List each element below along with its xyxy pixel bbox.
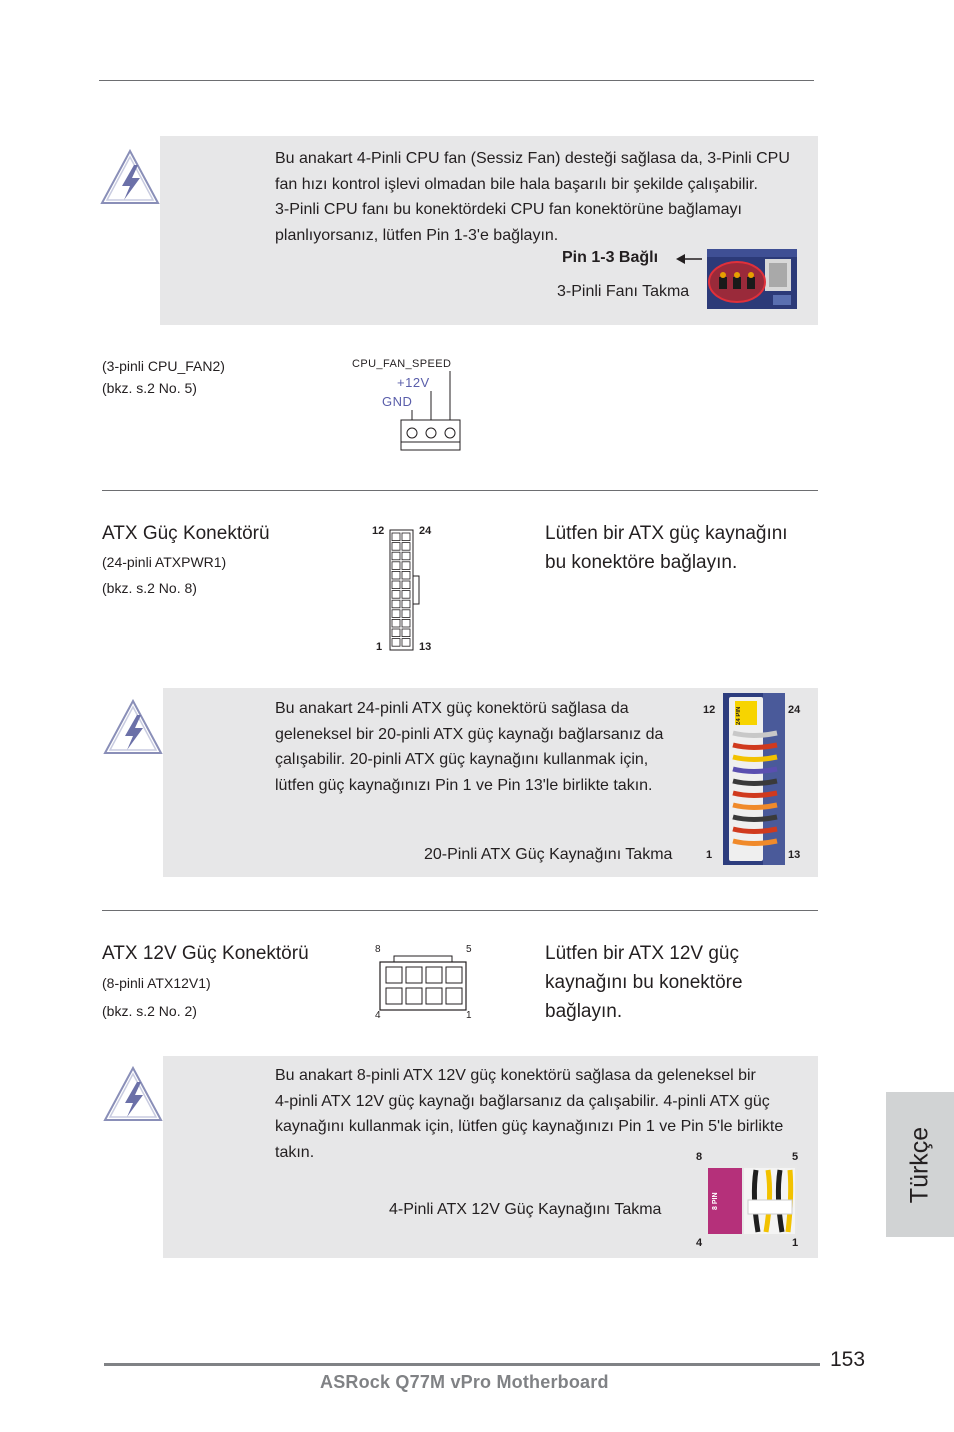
- fan-connector-photo: [707, 249, 797, 309]
- pin-number: 1: [792, 1237, 799, 1249]
- warning-line: Bu anakart 24-pinli ATX güç konektörü sağlasa da: [275, 700, 629, 717]
- cpu-fan2-name: (3-pinli CPU_FAN2): [102, 358, 225, 374]
- cpu-fan-speed-label: CPU_FAN_SPEED: [352, 358, 452, 370]
- warning-line: geleneksel bir 20-pinli ATX güç kaynağı bağlarsanız da: [275, 725, 664, 743]
- plus-12v-label: +12V: [397, 375, 430, 390]
- pin-number: 4: [696, 1237, 703, 1249]
- warning-line: takın.: [275, 1143, 315, 1161]
- warning-line: 3-Pinli CPU fanı bu konektördeki CPU fan konektörüne bağlamayı: [275, 201, 742, 218]
- description-line: bu konektöre bağlayın.: [545, 552, 738, 573]
- pin-number: 5: [466, 944, 472, 955]
- fan-caption: 3-Pinli Fanı Takma: [557, 283, 690, 300]
- warning-line: Bu anakart 4-Pinli CPU fan (Sessiz Fan) desteği sağlasa da, 3-Pinli CPU: [275, 150, 790, 167]
- pin-number: 12: [703, 704, 716, 716]
- atx12v-subtitle: (8-pinli ATX12V1): [102, 975, 211, 991]
- pin-number: 1: [466, 1010, 472, 1021]
- pin-number: 5: [792, 1151, 799, 1163]
- language-tab[interactable]: [886, 1092, 954, 1237]
- atx12v-warning-text: [275, 1063, 815, 1165]
- atx12v-title: ATX 12V Güç Konektörü: [102, 943, 309, 964]
- section-rule: [102, 490, 818, 491]
- pin-number: 4: [375, 1010, 381, 1021]
- atx-power-ref: (bkz. s.2 No. 8): [102, 580, 197, 596]
- pin-number: 8: [375, 944, 381, 955]
- arrow-left-icon: [674, 252, 704, 266]
- cpu-fan-warning-text: [275, 146, 820, 248]
- warning-line: 4-pinli ATX 12V güç kaynağı bağlarsanız da çalışabilir. 4-pinli ATX güç: [275, 1092, 770, 1110]
- pin-number: 13: [788, 849, 801, 861]
- warning-icon: [103, 1065, 163, 1123]
- warning-icon: [103, 698, 163, 756]
- pin-number: 8: [696, 1151, 703, 1163]
- description-line: Lütfen bir ATX 12V güç: [545, 943, 739, 964]
- atx12v-ref: (bkz. s.2 No. 2): [102, 1003, 197, 1019]
- atx-24pin-warning-text: [275, 696, 695, 798]
- pin-number: 1: [376, 641, 383, 653]
- page-number: 153: [830, 1348, 866, 1371]
- photo-24pin-label: 24 PIN: [736, 706, 742, 726]
- warning-icon: [100, 148, 160, 206]
- warning-line: kaynağını kullanmak için, lütfen güç kaynağınızı Pin 1 ve Pin 5'le birlikte: [275, 1118, 784, 1135]
- atx12v-description: [545, 939, 743, 1026]
- description-line: Lütfen bir ATX güç kaynağını: [545, 523, 788, 544]
- atx-20pin-caption: 20-Pinli ATX Güç Kaynağını Takma: [424, 846, 673, 863]
- description-line: bağlayın.: [545, 1001, 623, 1022]
- atx-power-description: [545, 519, 788, 577]
- cpu-fan2-ref: (bkz. s.2 No. 5): [102, 380, 197, 396]
- atx12v-4pin-caption: 4-Pinli ATX 12V Güç Kaynağını Takma: [389, 1201, 662, 1218]
- footer-title: ASRock Q77M vPro Motherboard: [320, 1372, 609, 1392]
- pin-1-3-label: Pin 1-3 Bağlı: [562, 249, 659, 266]
- pin-number: 13: [419, 641, 432, 653]
- section-rule: [102, 910, 818, 911]
- pin-number: 1: [706, 849, 713, 861]
- warning-line: lütfen güç kaynağınızı Pin 1 ve Pin 13'le birlikte takın.: [275, 776, 653, 794]
- language-tab-label: Türkçe: [905, 1126, 934, 1203]
- footer-rule: [104, 1363, 820, 1366]
- photo-8pin-label: 8 PIN: [712, 1192, 719, 1210]
- description-line: kaynağını bu konektöre: [545, 972, 743, 993]
- atx-24pin-diagram: [388, 528, 423, 653]
- gnd-label: GND: [382, 394, 413, 409]
- atx-power-subtitle: (24-pinli ATXPWR1): [102, 554, 227, 570]
- warning-line: fan hızı kontrol işlevi olmadan bile hala başarılı bir şekilde çalışabilir.: [275, 175, 758, 193]
- top-rule: [99, 80, 814, 81]
- warning-line: Bu anakart 8-pinli ATX 12V güç konektörü sağlasa da geleneksel bir: [275, 1067, 756, 1084]
- pin-number: 24: [419, 525, 432, 537]
- atx12v-8pin-diagram: [378, 954, 468, 1012]
- warning-line: çalışabilir. 20-pinli ATX güç kaynağını kullanmak için,: [275, 751, 649, 768]
- atx-power-title: ATX Güç Konektörü: [102, 523, 270, 544]
- pin-number: 24: [788, 704, 801, 716]
- warning-line: planlıyorsanız, lütfen Pin 1-3'e bağlayın.: [275, 226, 559, 244]
- pin-number: 12: [372, 525, 385, 537]
